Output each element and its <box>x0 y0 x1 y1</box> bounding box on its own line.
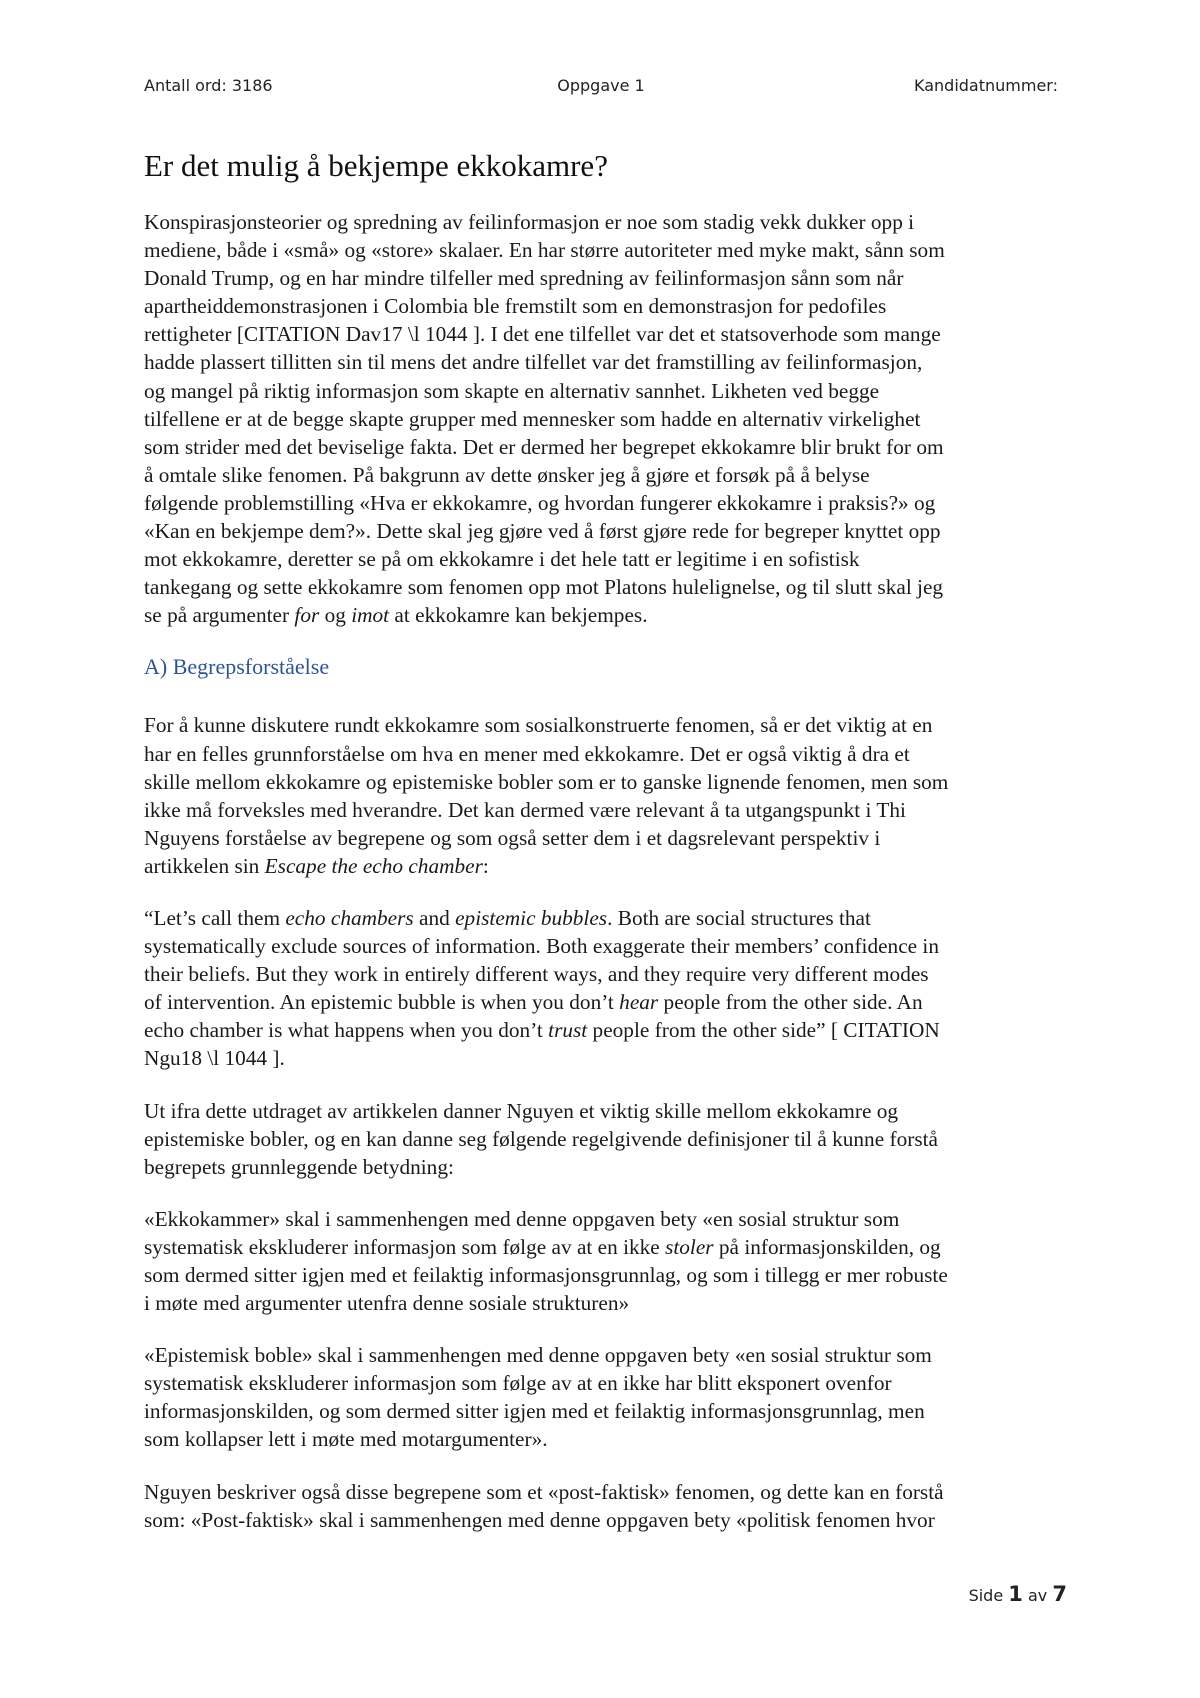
text-line: skille mellom ekkokamre og epistemiske bobler som er to ganske lignende fenomen, men som <box>144 769 949 794</box>
text-line: som dermed sitter igjen med et feilaktig informasjonsgrunnlag, og som i tillegg er mer robuste <box>144 1263 948 1287</box>
page-number <box>969 1582 1067 1606</box>
text-line: i møte med argumenter utenfra denne sosiale strukturen» <box>144 1291 630 1316</box>
text-line: systematisk ekskluderer informasjon som følge av at en ikke har blitt eksponert ovenfor <box>144 1371 892 1396</box>
of-label: av <box>1028 1586 1048 1605</box>
text-line: mediene, både i «små» og «store» skalaer. En har større autoriteter med myke makt, sånn som <box>144 238 945 263</box>
text-line: tankegang og sette ekkokamre som fenomen opp mot Platons hulelignelse, og til slutt skal jeg <box>144 575 944 600</box>
text-line: se på argumenter for og imot at ekkokamre kan bekjempes. <box>144 603 648 628</box>
text-line: Konspirasjonsteorier og spredning av feilinformasjon er noe som stadig vekk dukker opp i <box>144 210 915 234</box>
page-header <box>144 76 1058 100</box>
text-line: systematically exclude sources of information. Both exaggerate their members’ confidence in <box>144 934 939 959</box>
text-line: apartheiddemonstrasjonen i Colombia ble fremstilt som en demonstrasjon for pedofiles <box>144 294 887 319</box>
word-count-label: Antall ord: 3186 <box>144 76 273 95</box>
text-line: Donald Trump, og en har mindre tilfeller med spredning av feilinformasjon sånn som når <box>144 266 904 291</box>
text-line: «Kan en bekjempe dem?». Dette skal jeg gjøre ved å først gjøre rede for begreper knyttet opp <box>144 519 941 544</box>
text-line: og mangel på riktig informasjon som skapte en alternativ sannhet. Likheten ved begge <box>144 378 880 403</box>
text-line: begrepets grunnleggende betydning: <box>144 1154 454 1179</box>
post-factual-paragraph <box>144 1478 1066 1534</box>
section-heading: A) Begrepsforståelse <box>144 654 330 680</box>
text-line: epistemiske bobler, og en kan danne seg følgende regelgivende definisjoner til å kunne forstå <box>144 1126 938 1151</box>
quote-paragraph <box>144 904 1066 1073</box>
candidate-number-label: Kandidatnummer: <box>914 76 1058 95</box>
text-line: har en felles grunnforståelse om hva en mener med ekkokamre. Det er også viktig å dra et <box>144 741 910 766</box>
definition-epistemic-bubble <box>144 1341 1066 1453</box>
text-line: echo chamber is what happens when you don’t trust people from the other side” [ CITATION <box>144 1018 940 1043</box>
text-line: Nguyens forståelse av begrepene og som også setter dem i et dagsrelevant perspektiv i <box>144 825 881 850</box>
text-line: informasjonskilden, og som dermed sitter igjen med et feilaktig informasjonsgrunnlag, men <box>144 1399 925 1424</box>
text-line: som: «Post-faktisk» skal i sammenhengen med denne oppgaven bety «politisk fenomen hvor <box>144 1507 935 1532</box>
text-line: “Let’s call them echo chambers and epistemic bubbles. Both are social structures that <box>144 905 871 930</box>
text-line: ikke må forveksles med hverandre. Det kan dermed være relevant å ta utgangspunkt i Thi <box>144 797 906 822</box>
side-label: Side <box>968 1586 1004 1605</box>
text-line: artikkelen sin Escape the echo chamber: <box>144 853 489 878</box>
text-line: Nguyen beskriver også disse begrepene som et «post-faktisk» fenomen, og dette kan en forstå <box>144 1479 944 1504</box>
text-line: som strider med det beviselige fakta. Det er dermed her begrepet ekkokamre blir brukt for om <box>144 434 944 459</box>
total-pages: 7 <box>1052 1582 1067 1606</box>
definition-echo-chamber <box>144 1205 1066 1317</box>
text-line: «Epistemisk boble» skal i sammenhengen med denne oppgaven bety «en sosial struktur som <box>144 1343 932 1368</box>
text-line: Ut ifra dette utdraget av artikkelen danner Nguyen et viktig skille mellom ekkokamre og <box>144 1098 899 1123</box>
text-line: følgende problemstilling «Hva er ekkokamre, og hvordan fungerer ekkokamre i praksis?» og <box>144 490 936 515</box>
text-line: å omtale slike fenomen. På bakgrunn av dette ønsker jeg å gjøre et forsøk på å belyse <box>144 462 870 487</box>
document-title: Er det mulig å bekjempe ekkokamre? <box>144 148 608 183</box>
text-line: Ngu18 \l 1044 ]. <box>144 1046 285 1071</box>
intro-paragraph <box>144 208 1066 629</box>
text-line: systematisk ekskluderer informasjon som følge av at en ikke stoler på informasjonskilden, og <box>144 1234 941 1259</box>
text-line: som kollapser lett i møte med motargumenter». <box>144 1427 548 1452</box>
current-page: 1 <box>1008 1582 1023 1606</box>
document-body <box>144 146 1066 1558</box>
text-line: their beliefs. But they work in entirely different ways, and they require very different modes <box>144 962 929 987</box>
concept-paragraph <box>144 711 1066 880</box>
analysis-paragraph <box>144 1097 1066 1181</box>
text-line: tilfellene er at de begge skapte grupper med mennesker som hadde en alternativ virkelighet <box>144 406 921 431</box>
text-line: rettigheter [CITATION Dav17 \l 1044 ]. I det ene tilfellet var det et statsoverhode som mange <box>144 322 941 347</box>
text-line: mot ekkokamre, deretter se på om ekkokamre i det hele tatt er legitime i en sofistisk <box>144 547 860 572</box>
text-line: of intervention. An epistemic bubble is when you don’t hear people from the other side. An <box>144 990 923 1015</box>
assignment-label: Oppgave 1 <box>557 76 645 95</box>
text-line: hadde plassert tillitten sin til mens det andre tilfellet var det framstilling av feilinformasjon, <box>144 350 923 375</box>
text-line: «Ekkokammer» skal i sammenhengen med denne oppgaven bety «en sosial struktur som <box>144 1206 900 1231</box>
text-line: For å kunne diskutere rundt ekkokamre som sosialkonstruerte fenomen, så er det viktig at en <box>144 713 933 738</box>
